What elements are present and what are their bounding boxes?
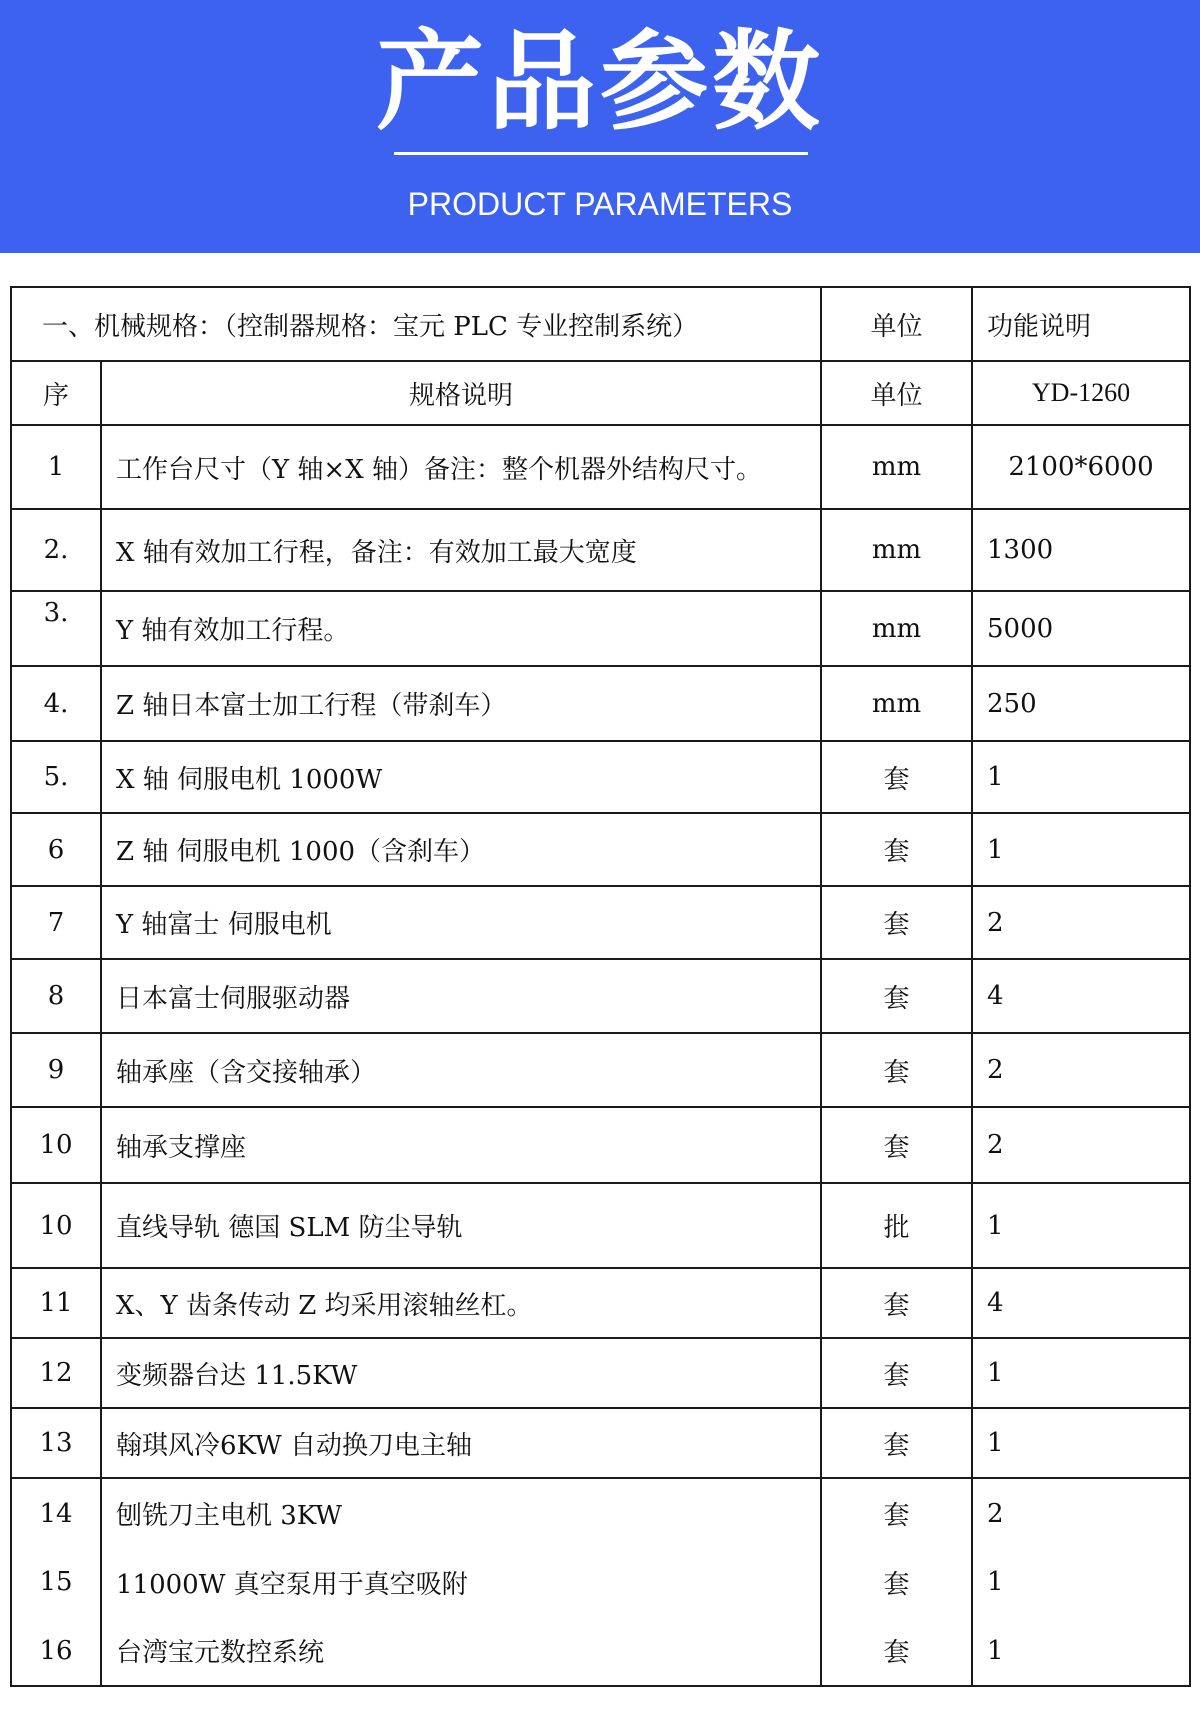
row-unit: 套 (821, 813, 972, 886)
product-parameters-table (10, 286, 1191, 1687)
row-value: 4 (972, 959, 1190, 1033)
section-header-row (11, 287, 1190, 361)
page-title: 产品参数 (375, 20, 824, 145)
row-unit: 套 (821, 1548, 972, 1616)
row-unit: 套 (821, 1616, 972, 1686)
column-header-spec: 规格说明 (101, 361, 821, 425)
row-description: 工作台尺寸（Y 轴×X 轴）备注：整个机器外结构尺寸。 (101, 425, 821, 509)
row-number: 8 (11, 959, 101, 1033)
row-number: 10 (11, 1107, 101, 1183)
row-description: X 轴 伺服电机 1000W (101, 741, 821, 813)
row-description: X、Y 齿条传动 Z 均采用滚轴丝杠。 (101, 1268, 821, 1338)
table-row (11, 1268, 1190, 1338)
row-description: 变频器台达 11.5KW (101, 1338, 821, 1408)
row-value: 1 (972, 741, 1190, 813)
row-number: 13 (11, 1408, 101, 1478)
row-number: 7 (11, 886, 101, 959)
row-description: Y 轴有效加工行程。 (101, 591, 821, 666)
table-row (11, 813, 1190, 886)
table-row (11, 1616, 1190, 1686)
table-row (11, 666, 1190, 741)
table-row (11, 1107, 1190, 1183)
column-header-row (11, 361, 1190, 425)
row-value: 1 (972, 1183, 1190, 1268)
row-value: 4 (972, 1268, 1190, 1338)
row-number: 10 (11, 1183, 101, 1268)
table-row (11, 1478, 1190, 1548)
row-value: 250 (972, 666, 1190, 741)
table-row (11, 886, 1190, 959)
row-description: 直线导轨 德国 SLM 防尘导轨 (101, 1183, 821, 1268)
row-unit: mm (821, 591, 972, 666)
row-number: 3. (11, 591, 101, 666)
row-unit: 套 (821, 1107, 972, 1183)
row-unit: 套 (821, 1033, 972, 1107)
row-number: 1 (11, 425, 101, 509)
table-row (11, 1033, 1190, 1107)
page-subtitle: PRODUCT PARAMETERS (407, 186, 793, 222)
column-header-seq: 序 (11, 361, 101, 425)
row-number: 5. (11, 741, 101, 813)
row-number: 2. (11, 509, 101, 591)
title-divider (394, 152, 808, 155)
row-unit: 批 (821, 1183, 972, 1268)
table-row (11, 741, 1190, 813)
section-title: 一、机械规格：（控制器规格：宝元 PLC 专业控制系统） (11, 287, 821, 361)
table-row (11, 591, 1190, 666)
row-value: 1 (972, 1616, 1190, 1686)
row-description: 轴承支撑座 (101, 1107, 821, 1183)
column-header-unit: 单位 (821, 361, 972, 425)
table-row (11, 1548, 1190, 1616)
row-unit: mm (821, 509, 972, 591)
row-value: 1 (972, 1338, 1190, 1408)
row-description: Z 轴日本富士加工行程（带刹车） (101, 666, 821, 741)
row-description: 翰琪风冷6KW 自动换刀电主轴 (101, 1408, 821, 1478)
table-row (11, 1183, 1190, 1268)
table-row (11, 1338, 1190, 1408)
row-number: 9 (11, 1033, 101, 1107)
row-description: X 轴有效加工行程，备注：有效加工最大宽度 (101, 509, 821, 591)
column-header-model: YD-1260 (972, 361, 1190, 425)
row-unit: 套 (821, 741, 972, 813)
row-value: 2 (972, 886, 1190, 959)
row-number: 16 (11, 1616, 101, 1686)
row-value: 1 (972, 1548, 1190, 1616)
row-value: 1 (972, 1408, 1190, 1478)
header-banner (0, 0, 1200, 253)
row-description: Z 轴 伺服电机 1000（含刹车） (101, 813, 821, 886)
row-number: 12 (11, 1338, 101, 1408)
row-value: 2 (972, 1107, 1190, 1183)
row-value: 2 (972, 1033, 1190, 1107)
table-row (11, 509, 1190, 591)
section-function-label: 功能说明 (972, 287, 1190, 361)
table-row (11, 425, 1190, 509)
row-value: 2100*6000 (972, 425, 1190, 509)
row-unit: 套 (821, 886, 972, 959)
row-description: 日本富士伺服驱动器 (101, 959, 821, 1033)
section-unit-label: 单位 (821, 287, 972, 361)
row-description: Y 轴富士 伺服电机 (101, 886, 821, 959)
row-unit: 套 (821, 1478, 972, 1548)
row-unit: 套 (821, 1268, 972, 1338)
row-unit: 套 (821, 959, 972, 1033)
row-number: 4. (11, 666, 101, 741)
row-value: 1 (972, 813, 1190, 886)
row-unit: mm (821, 666, 972, 741)
table-row (11, 1408, 1190, 1478)
row-value: 5000 (972, 591, 1190, 666)
row-description: 11000W 真空泵用于真空吸附 (101, 1548, 821, 1616)
row-unit: 套 (821, 1338, 972, 1408)
row-unit: mm (821, 425, 972, 509)
table-row (11, 959, 1190, 1033)
row-unit: 套 (821, 1408, 972, 1478)
row-number: 6 (11, 813, 101, 886)
row-description: 刨铣刀主电机 3KW (101, 1478, 821, 1548)
row-number: 15 (11, 1548, 101, 1616)
row-description: 台湾宝元数控系统 (101, 1616, 821, 1686)
row-number: 14 (11, 1478, 101, 1548)
row-value: 2 (972, 1478, 1190, 1548)
row-value: 1300 (972, 509, 1190, 591)
row-number: 11 (11, 1268, 101, 1338)
row-description: 轴承座（含交接轴承） (101, 1033, 821, 1107)
